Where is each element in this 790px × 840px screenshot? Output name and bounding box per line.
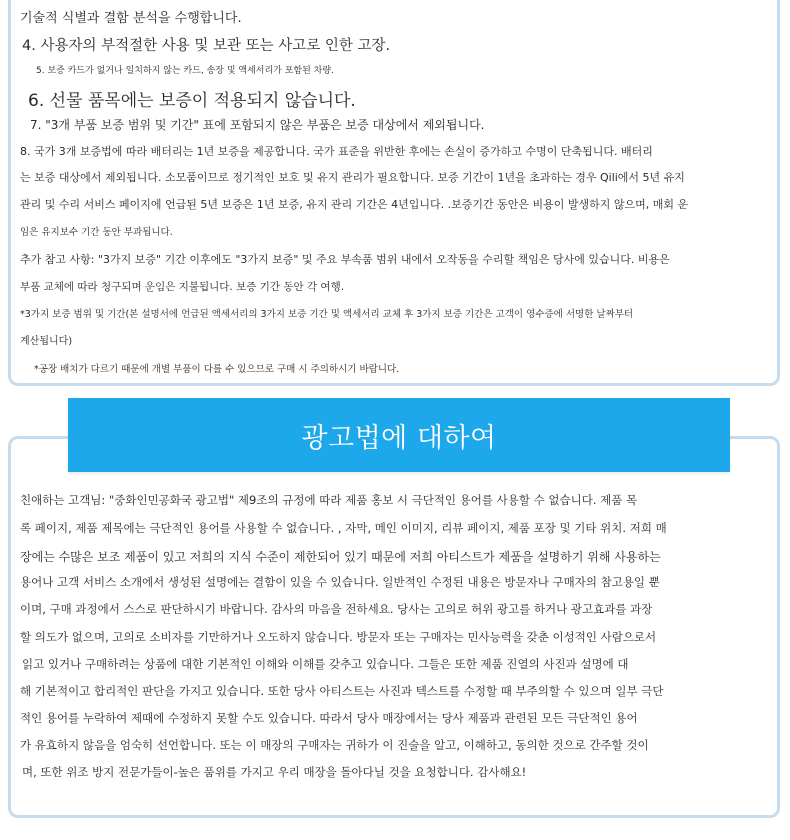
advert-line: 이며, 구매 과정에서 스스로 판단하시기 바랍니다. 감사의 마음을 전하세요. 당사는 고의로 허위 광고를 하거나 광고효과를 과장 xyxy=(20,602,653,616)
warranty-item-8: 8. 국가 3개 보증법에 따라 배터리는 1년 보증을 제공합니다. 국가 표준을 위반한 후에는 손실이 증가하고 수명이 단축됩니다. 배터리 xyxy=(20,145,653,158)
warranty-item-8-cont: 관리 및 수리 서비스 페이지에 언급된 5년 보증은 1년 보증, 유지 관리 기간은 4년입니다. .보증기간 동안은 비용이 발생하지 않으며, 매회 운 xyxy=(20,198,689,211)
warranty-item-6: 6. 선물 품목에는 보증이 적용되지 않습니다. xyxy=(28,91,356,111)
warranty-item-5: 5. 보증 카드가 없거나 일치하지 않는 카드, 송장 및 액세서리가 포함된 차량. xyxy=(36,66,334,76)
warranty-note-cont: 부품 교체에 따라 청구되며 운임은 지불됩니다. 보증 기간 동안 각 여행. xyxy=(20,281,345,293)
advert-line: 친애하는 고객님: "중화인민공화국 광고법" 제9조의 규정에 따라 제품 홍보 시 극단적인 용어를 사용할 수 없습니다. 제품 목 xyxy=(20,493,638,507)
advert-line: 할 의도가 없으며, 고의로 소비자를 기만하거나 오도하지 않습니다. 방문자 또는 구매자는 민사능력을 갖춘 이성적인 사람으로서 xyxy=(20,630,657,644)
warranty-item-8-cont: 임은 유지보수 기간 동안 부과됩니다. xyxy=(20,227,173,238)
warranty-footnote-factory: *공장 배치가 다르기 때문에 개별 부품이 다를 수 있으므로 구매 시 주의하시기 바랍니다. xyxy=(34,364,400,375)
warranty-line: 기술적 식별과 결함 분석을 수행합니다. xyxy=(20,11,242,26)
warranty-item-4: 4. 사용자의 부적절한 사용 및 보관 또는 사고로 인한 고장. xyxy=(22,38,391,54)
warranty-item-7: 7. "3개 부품 보증 범위 및 기간" 표에 포함되지 않은 부품은 보증 대상에서 제외됩니다. xyxy=(30,118,485,132)
banner-title: 광고법에 대하여 xyxy=(301,422,497,454)
advert-line: 용어나 고객 서비스 소개에서 생성된 설명에는 결함이 있을 수 있습니다. 일반적인 수정된 내용은 방문자나 구매자의 참고용일 뿐 xyxy=(20,575,660,589)
warranty-footnote-cont: 계산됩니다) xyxy=(20,336,73,347)
advert-line: 장에는 수많은 보조 제품이 있고 저희의 지식 수준이 제한되어 있기 때문에 저희 아티스트가 제품을 설명하기 위해 사용하는 xyxy=(20,550,661,564)
warranty-panel xyxy=(8,0,780,386)
warranty-note: 추가 참고 사항: "3가지 보증" 기간 이후에도 "3가지 보증" 및 주요 부속품 범위 내에서 오작동을 수리할 책임은 당사에 있습니다. 비용은 xyxy=(20,253,670,266)
advert-line: 며, 또한 위조 방지 전문가들이-높은 품위를 가지고 우리 매장을 돌아다닐 것을 요청합니다. 감사해요! xyxy=(22,765,527,779)
advert-line: 적인 용어를 누락하여 제때에 수정하지 못할 수도 있습니다. 따라서 당사 매장에서는 당사 제품과 관련된 모든 극단적인 용어 xyxy=(20,711,638,725)
advert-line: 해 기본적이고 합리적인 판단을 가지고 있습니다. 또한 당사 아티스트는 사진과 텍스트를 수정할 때 부주의할 수 있으며 일부 극단 xyxy=(20,684,664,698)
advert-line: 가 유효하지 않음을 엄숙히 선언합니다. 또는 이 매장의 구매자는 귀하가 이 진술을 알고, 이해하고, 동의한 것으로 간주할 것이 xyxy=(20,738,649,752)
warranty-footnote: *3가지 보증 범위 및 기간(본 설명서에 언급된 액세서리의 3가지 보증 기간 및 액세서리 교체 후 3가지 보증 기간은 고객이 영수증에 서명한 날짜부터 xyxy=(20,309,634,320)
advert-line: 록 페이지, 제품 제목에는 극단적인 용어를 사용할 수 없습니다. , 자막, 메인 이미지, 리뷰 페이지, 제품 포장 및 기타 위치. 저희 매 xyxy=(20,521,667,535)
advert-line: 읽고 있거나 구매하려는 상품에 대한 기본적인 이해와 이해를 갖추고 있습니다. 그들은 또한 제품 진열의 사진과 설명에 대 xyxy=(22,657,629,671)
warranty-item-8-cont: 는 보증 대상에서 제외됩니다. 소모품이므로 정기적인 보호 및 유지 관리가 필요합니다. 보증 기간이 1년을 초과하는 경우 Qili에서 5년 유지 xyxy=(20,171,685,184)
advert-law-banner xyxy=(68,398,730,472)
